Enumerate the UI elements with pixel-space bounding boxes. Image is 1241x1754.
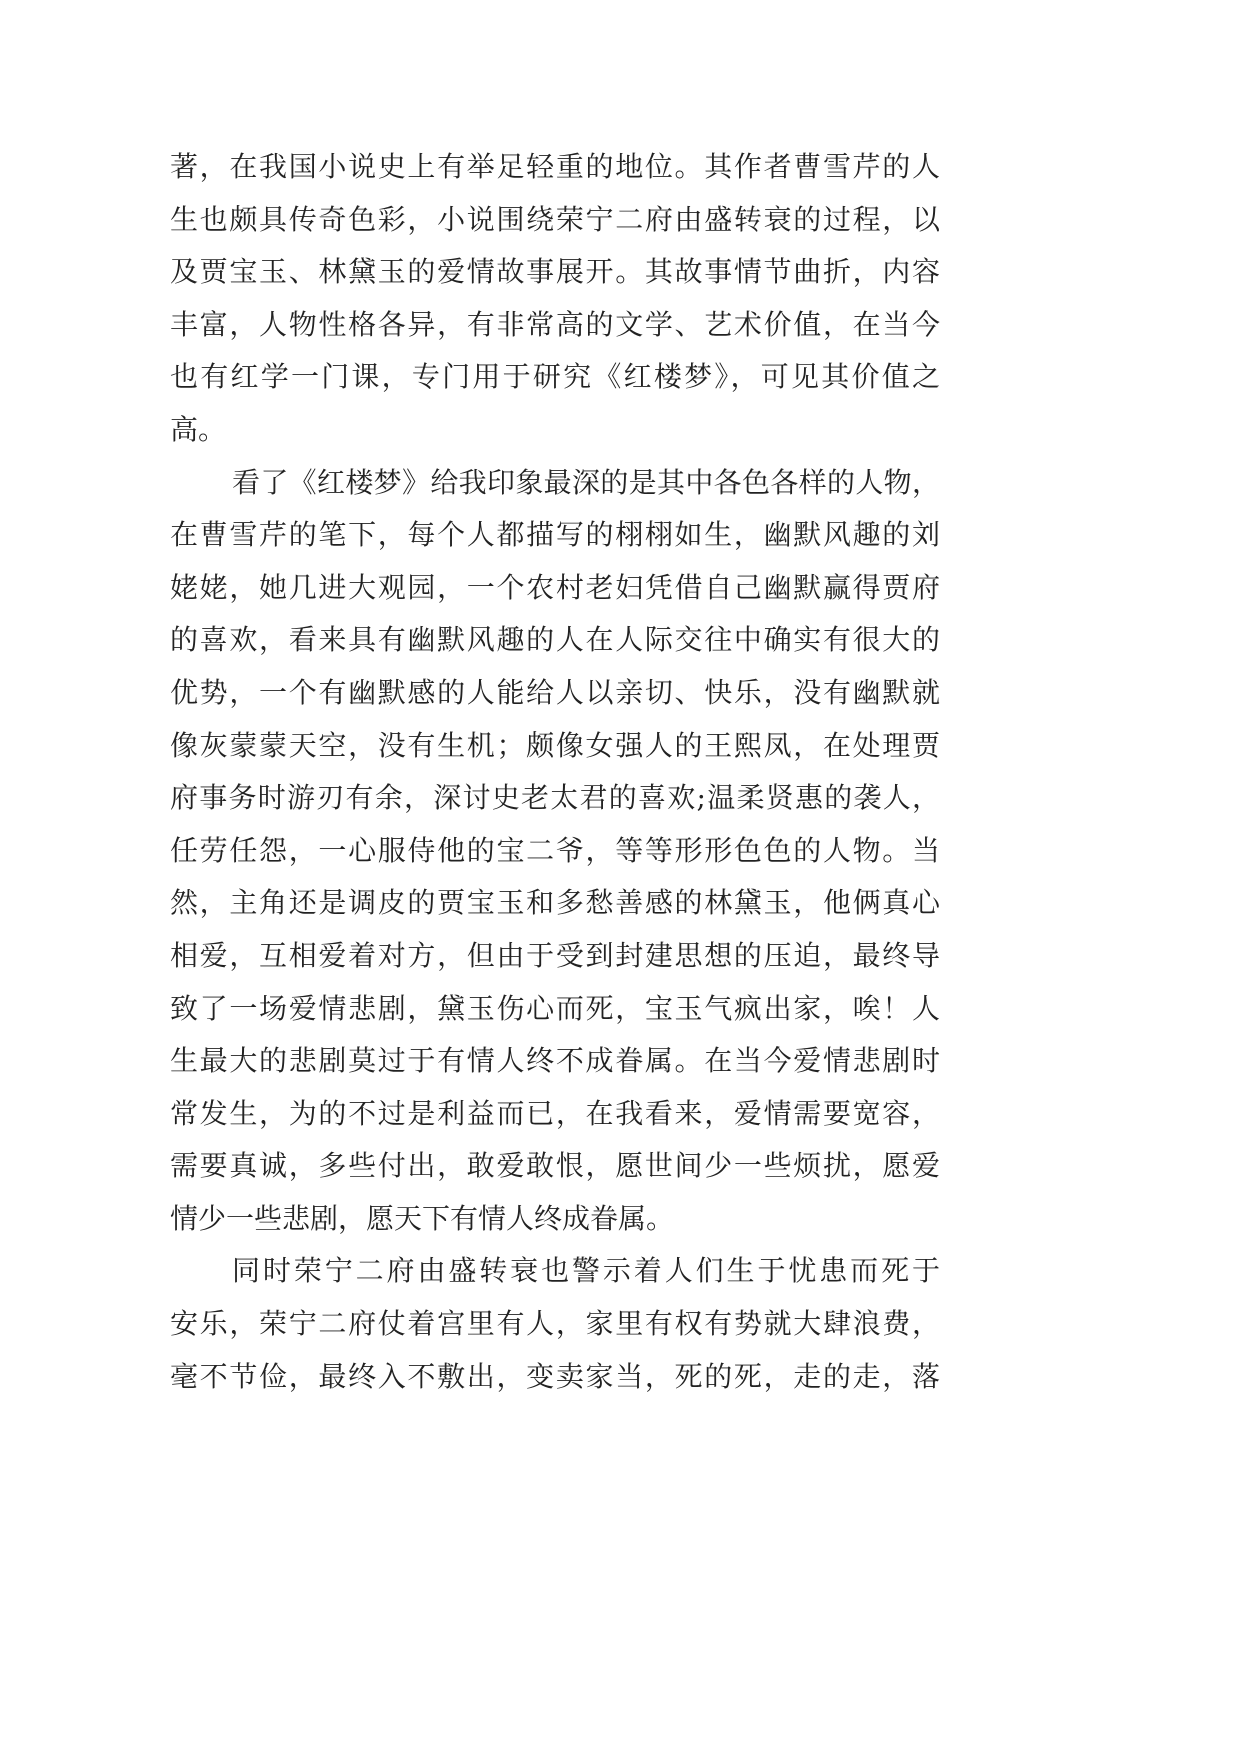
- text-line: 毫不节俭，最终入不敷出，变卖家当，死的死，走的走，落: [170, 1359, 940, 1393]
- text-line: 同时荣宁二府由盛转衰也警示着人们生于忧患而死于: [232, 1254, 940, 1288]
- text-line: 姥姥，她几进大观园，一个农村老妇凭借自己幽默赢得贾府: [170, 570, 940, 604]
- text-line: 生也颇具传奇色彩，小说围绕荣宁二府由盛转衰的过程，以: [170, 202, 940, 236]
- paragraph-3: [170, 1245, 940, 1403]
- paragraph-1: [170, 141, 940, 457]
- text-line: 在曹雪芹的笔下，每个人都描写的栩栩如生，幽默风趣的刘: [170, 518, 940, 552]
- text-line: 常发生，为的不过是利益而已，在我看来，爱情需要宽容，: [170, 1096, 940, 1130]
- text-line: 看了《红楼梦》给我印象最深的是其中各色各样的人物，: [232, 465, 940, 499]
- text-line: 需要真诚，多些付出，敢爱敢恨，愿世间少一些烦扰，愿爱: [170, 1149, 940, 1183]
- text-line: 安乐，荣宁二府仗着宫里有人，家里有权有势就大肆浪费，: [170, 1307, 940, 1341]
- text-line: 然，主角还是调皮的贾宝玉和多愁善感的林黛玉，他俩真心: [170, 886, 940, 920]
- text-line: 优势，一个有幽默感的人能给人以亲切、快乐，没有幽默就: [170, 675, 940, 709]
- text-line: 任劳任怨，一心服侍他的宝二爷，等等形形色色的人物。当: [170, 833, 940, 867]
- text-line: 情少一些悲剧，愿天下有情人终成眷属。: [170, 1201, 675, 1235]
- text-line: 著，在我国小说史上有举足轻重的地位。其作者曹雪芹的人: [170, 150, 940, 183]
- text-line: 致了一场爱情悲剧，黛玉伤心而死，宝玉气疯出家，唉！人: [170, 991, 940, 1025]
- text-line: 丰富，人物性格各异，有非常高的文学、艺术价值，在当今: [170, 307, 940, 341]
- text-line: 府事务时游刃有余，深讨史老太君的喜欢;温柔贤惠的袭人，: [170, 781, 940, 815]
- paragraph-2: [170, 457, 940, 1246]
- text-line: 及贾宝玉、林黛玉的爱情故事展开。其故事情节曲折，内容: [170, 255, 940, 289]
- text-line: 像灰蒙蒙天空，没有生机；颇像女强人的王熙凤，在处理贾: [170, 728, 940, 762]
- text-line: 相爱，互相爱着对方，但由于受到封建思想的压迫，最终导: [170, 938, 940, 972]
- text-line: 生最大的悲剧莫过于有情人终不成眷属。在当今爱情悲剧时: [170, 1044, 940, 1078]
- text-line: 高。: [170, 412, 227, 446]
- body-text: [170, 141, 940, 1403]
- text-line: 的喜欢，看来具有幽默风趣的人在人际交往中确实有很大的: [170, 623, 940, 657]
- text-line: 也有红学一门课，专门用于研究《红楼梦》，可见其价值之: [170, 360, 940, 394]
